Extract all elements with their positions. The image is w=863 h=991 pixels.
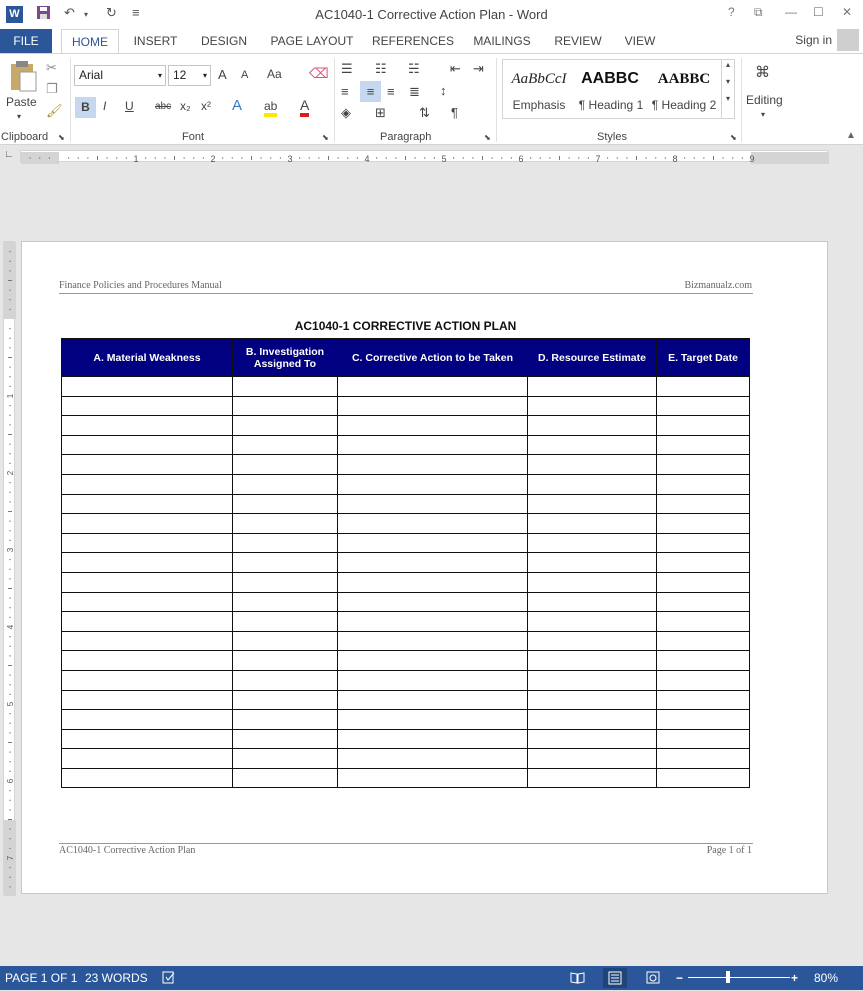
align-left-icon[interactable]: ≡ [341,84,349,99]
table-cell[interactable] [657,514,750,534]
table-cell[interactable] [657,533,750,553]
ruler-bar [0,145,863,167]
ribbon-tabs [0,29,863,53]
table-cell[interactable] [338,377,528,397]
table-cell[interactable] [233,494,338,514]
header-right: Bizmanualz.com [684,280,752,291]
header-rule [59,293,753,294]
font-group-label: Font [182,131,205,143]
table-cell[interactable] [338,670,528,690]
table-cell[interactable] [233,631,338,651]
table-cell[interactable] [62,710,233,730]
font-name-value: Arial [79,68,104,82]
font-color-icon[interactable]: A [300,97,309,117]
table-cell[interactable] [62,474,233,494]
title-bar [0,0,863,29]
table-cell[interactable] [233,396,338,416]
style-name-heading2[interactable]: ¶ Heading 2 [651,98,717,112]
tab-file[interactable]: FILE [0,29,52,53]
table-cell[interactable] [338,768,528,788]
table-cell[interactable] [528,514,657,534]
tab-home[interactable]: HOME [61,29,119,54]
undo-dropdown-icon[interactable]: ▾ [84,10,89,19]
action-plan-table [61,338,750,788]
svg-text:5: 5 [441,154,447,164]
table-cell[interactable] [62,514,233,534]
table-row [62,612,750,632]
web-layout-icon[interactable] [646,971,661,987]
table-cell[interactable] [233,572,338,592]
table-cell[interactable] [62,455,233,475]
styles-gallery [502,59,722,119]
copy-icon[interactable]: ❐ [46,81,58,96]
table-row [62,396,750,416]
zoom-slider-thumb[interactable] [726,971,730,983]
table-cell[interactable] [62,631,233,651]
table-cell[interactable] [338,514,528,534]
table-row [62,533,750,553]
style-preview-emphasis[interactable]: AaBbCcI [511,71,567,87]
svg-text:7: 7 [595,154,601,164]
binoculars-icon[interactable]: ⌘ [755,64,770,81]
table-cell[interactable] [62,651,233,671]
table-cell[interactable] [528,377,657,397]
divider [741,58,742,142]
paste-icon[interactable] [8,60,38,95]
table-cell[interactable] [62,592,233,612]
vertical-ruler[interactable] [3,241,15,895]
numbering-icon[interactable]: ☷ [375,61,387,76]
svg-text:7: 7 [6,855,15,861]
cut-icon[interactable]: ✂ [46,60,57,75]
tab-design[interactable]: DESIGN [200,34,247,48]
table-cell[interactable] [62,690,233,710]
table-cell[interactable] [528,690,657,710]
table-cell[interactable] [233,612,338,632]
zoom-slider-track[interactable] [688,977,790,978]
italic-button[interactable]: I [103,99,107,113]
tab-selector-icon[interactable]: ∟ [4,149,14,160]
table-cell[interactable] [338,592,528,612]
table-row [62,572,750,592]
table-cell[interactable] [657,670,750,690]
svg-text:8: 8 [672,154,678,164]
collapse-ribbon-icon[interactable]: ▲ [846,130,856,141]
svg-text:5: 5 [6,701,15,707]
align-center-icon[interactable]: ≡ [360,81,381,102]
table-cell[interactable] [338,396,528,416]
chevron-up-icon[interactable]: ▴ [725,60,730,69]
table-cell[interactable] [528,768,657,788]
table-row [62,710,750,730]
table-cell[interactable] [62,416,233,436]
bold-button[interactable]: B [75,97,96,118]
table-cell[interactable] [233,690,338,710]
table-cell[interactable] [338,631,528,651]
table-row [62,592,750,612]
table-cell[interactable] [528,670,657,690]
table-cell[interactable] [657,651,750,671]
proofing-icon[interactable] [162,971,176,987]
table-cell[interactable] [528,631,657,651]
svg-text:6: 6 [6,778,15,784]
header-left: Finance Policies and Procedures Manual [59,280,222,291]
svg-text:9: 9 [749,154,755,164]
window-title: AC1040-1 Corrective Action Plan - Word [315,7,548,22]
tab-view[interactable]: VIEW [624,34,656,48]
clipboard-group-label: Clipboard [1,131,49,143]
justify-icon[interactable]: ≣ [409,84,420,99]
table-cell[interactable] [233,455,338,475]
table-row [62,455,750,475]
paste-dropdown-icon[interactable]: ▾ [17,112,22,121]
bullets-icon[interactable]: ☰ [341,61,353,76]
table-cell[interactable] [338,729,528,749]
table-cell[interactable] [233,377,338,397]
table-cell[interactable] [62,435,233,455]
table-cell[interactable] [528,572,657,592]
table-cell[interactable] [62,396,233,416]
paragraph-launcher-icon[interactable]: ⬊ [484,133,491,142]
table-cell[interactable] [528,553,657,573]
table-cell[interactable] [657,690,750,710]
align-right-icon[interactable]: ≡ [387,84,395,99]
underline-button[interactable]: U [125,99,134,113]
table-cell[interactable] [657,455,750,475]
svg-text:3: 3 [6,547,15,553]
table-cell[interactable] [657,749,750,769]
footer-left: AC1040-1 Corrective Action Plan [59,845,196,856]
column-header: A. Material Weakness [62,339,233,377]
table-cell[interactable] [338,474,528,494]
zoom-in-button[interactable]: + [791,971,799,985]
clipboard-launcher-icon[interactable]: ⬊ [58,133,65,142]
increase-indent-icon[interactable]: ⇥ [473,61,484,76]
style-name-emphasis[interactable]: Emphasis [512,98,566,112]
table-cell[interactable] [338,533,528,553]
subscript-button[interactable]: x₂ [180,99,191,113]
page-count[interactable]: PAGE 1 OF 1 [5,971,78,985]
table-cell[interactable] [233,474,338,494]
table-cell[interactable] [528,710,657,730]
divider [70,58,71,142]
strikethrough-button[interactable]: abc [155,101,172,112]
table-row [62,749,750,769]
table-row [62,690,750,710]
svg-text:4: 4 [364,154,370,164]
table-cell[interactable] [233,710,338,730]
print-layout-icon[interactable] [603,968,627,988]
text-effects-icon[interactable]: A [232,97,243,114]
table-cell[interactable] [233,592,338,612]
table-cell[interactable] [62,533,233,553]
table-row [62,670,750,690]
table-row [62,553,750,573]
tab-mailings[interactable]: MAILINGS [473,34,531,48]
svg-text:2: 2 [210,154,216,164]
grow-font-icon[interactable]: A [218,67,227,82]
style-preview-heading1[interactable]: AABBC [581,70,639,87]
table-cell[interactable] [528,396,657,416]
table-cell[interactable] [338,612,528,632]
table-cell[interactable] [338,572,528,592]
tab-references[interactable]: REFERENCES [372,34,455,48]
table-cell[interactable] [62,749,233,769]
table-cell[interactable] [528,592,657,612]
change-case-icon[interactable]: Aa [267,67,282,81]
style-name-heading1[interactable]: ¶ Heading 1 [578,98,644,112]
table-cell[interactable] [233,670,338,690]
svg-text:2: 2 [6,470,15,476]
font-size-box[interactable] [168,65,211,86]
svg-text:6: 6 [518,154,524,164]
highlight-icon[interactable]: ab [264,99,277,117]
table-cell[interactable] [233,729,338,749]
format-painter-icon[interactable]: 🖌 [46,103,63,118]
chevron-down-icon[interactable]: ▾ [725,77,730,86]
sort-icon[interactable]: ⇅ [419,105,430,120]
table-row [62,474,750,494]
table-row [62,651,750,671]
multilevel-list-icon[interactable]: ☵ [408,61,420,76]
customize-qat-icon[interactable]: ≡ [132,5,140,20]
column-header: C. Corrective Action to be Taken [338,339,528,377]
table-cell[interactable] [338,494,528,514]
table-cell[interactable] [338,710,528,730]
decrease-indent-icon[interactable]: ⇤ [450,61,461,76]
superscript-button[interactable]: x² [201,99,211,113]
table-cell[interactable] [528,651,657,671]
document-title: AC1040-1 CORRECTIVE ACTION PLAN [294,319,517,333]
table-cell[interactable] [528,533,657,553]
table-cell[interactable] [233,435,338,455]
avatar[interactable] [837,29,859,51]
table-cell[interactable] [528,474,657,494]
read-mode-icon[interactable] [570,971,585,987]
table-cell[interactable] [233,749,338,769]
editing-button[interactable]: Editing [746,93,783,107]
chevron-down-icon: ▾ [202,71,207,80]
more-styles-icon[interactable]: ▾ [725,94,730,103]
column-header: D. Resource Estimate [528,339,657,377]
style-preview-heading2[interactable]: AABBC [657,71,711,87]
font-launcher-icon[interactable]: ⬊ [322,133,329,142]
table-cell[interactable] [338,651,528,671]
zoom-level[interactable]: 80% [814,971,839,985]
table-cell[interactable] [528,612,657,632]
svg-text:3: 3 [287,154,293,164]
table-cell[interactable] [233,416,338,436]
word-logo-icon: W [6,6,23,23]
table-row [62,729,750,749]
zoom-out-button[interactable]: − [676,971,684,985]
table-cell[interactable] [338,416,528,436]
document-page [21,241,828,894]
table-cell[interactable] [233,553,338,573]
table-cell[interactable] [338,690,528,710]
help-button[interactable]: ? [728,5,735,19]
table-cell[interactable] [657,396,750,416]
footer-rule [59,843,753,844]
sign-in-link[interactable]: Sign in [795,33,832,47]
table-cell[interactable] [657,710,750,730]
table-cell[interactable] [62,572,233,592]
shrink-font-icon[interactable]: A [241,69,249,81]
svg-text:4: 4 [6,624,15,630]
status-bar [0,966,863,990]
horizontal-ruler[interactable] [20,150,828,162]
shading-icon[interactable]: ◈ [341,105,351,120]
tab-review[interactable]: REVIEW [554,34,602,48]
table-cell[interactable] [528,494,657,514]
minimize-button[interactable]: — [785,5,797,19]
styles-scroll[interactable] [721,59,735,119]
svg-text:1: 1 [6,393,15,399]
table-cell[interactable] [528,416,657,436]
line-spacing-icon[interactable]: ↕ [440,83,447,98]
ribbon-display-options-button[interactable]: ⧉ [754,5,763,19]
maximize-button[interactable]: ☐ [813,5,824,19]
table-cell[interactable] [528,435,657,455]
table-cell[interactable] [62,670,233,690]
show-formatting-icon[interactable]: ¶ [451,105,458,120]
table-cell[interactable] [657,474,750,494]
table-cell[interactable] [62,494,233,514]
paste-button[interactable]: Paste [6,95,37,109]
table-cell[interactable] [528,455,657,475]
table-cell[interactable] [657,768,750,788]
table-cell[interactable] [528,749,657,769]
clear-formatting-icon[interactable]: ⌫ [309,65,329,81]
table-row [62,435,750,455]
table-cell[interactable] [657,435,750,455]
table-cell[interactable] [657,631,750,651]
table-cell[interactable] [657,572,750,592]
redo-icon[interactable]: ↻ [106,5,117,20]
tab-page-layout[interactable]: PAGE LAYOUT [270,34,354,48]
divider [334,58,335,142]
tab-insert[interactable]: INSERT [133,34,178,48]
table-cell[interactable] [233,533,338,553]
footer-right: Page 1 of 1 [706,845,752,856]
close-button[interactable]: ✕ [842,5,853,19]
table-cell[interactable] [657,612,750,632]
table-cell[interactable] [62,729,233,749]
table-header-row [62,339,750,377]
styles-group-label: Styles [597,131,627,143]
table-cell[interactable] [338,749,528,769]
table-cell[interactable] [62,768,233,788]
table-cell[interactable] [233,514,338,534]
font-size-value: 12 [173,68,187,82]
table-cell[interactable] [338,553,528,573]
svg-text:1: 1 [133,154,139,164]
column-header: B. Investigation Assigned To [233,339,338,377]
divider [496,58,497,142]
chevron-down-icon: ▾ [157,71,162,80]
table-row [62,377,750,397]
borders-icon[interactable]: ⊞ [375,105,386,120]
word-count[interactable]: 23 WORDS [85,971,148,985]
table-cell[interactable] [657,553,750,573]
table-row [62,416,750,436]
ribbon-home [0,53,863,145]
table-cell[interactable] [657,729,750,749]
table-cell[interactable] [657,494,750,514]
table-cell[interactable] [233,651,338,671]
styles-launcher-icon[interactable]: ⬊ [730,133,737,142]
table-cell[interactable] [338,435,528,455]
editing-dropdown-icon[interactable]: ▾ [761,110,766,119]
table-cell[interactable] [62,612,233,632]
table-cell[interactable] [657,377,750,397]
table-cell[interactable] [528,729,657,749]
font-name-box[interactable] [74,65,166,86]
table-row [62,514,750,534]
table-row [62,768,750,788]
table-cell[interactable] [62,553,233,573]
table-cell[interactable] [338,455,528,475]
column-header: E. Target Date [657,339,750,377]
table-cell[interactable] [62,377,233,397]
paragraph-group-label: Paragraph [380,131,432,143]
table-cell[interactable] [657,592,750,612]
table-row [62,631,750,651]
table-cell[interactable] [233,768,338,788]
table-cell[interactable] [657,416,750,436]
undo-icon[interactable]: ↶ [64,5,75,20]
table-row [62,494,750,514]
